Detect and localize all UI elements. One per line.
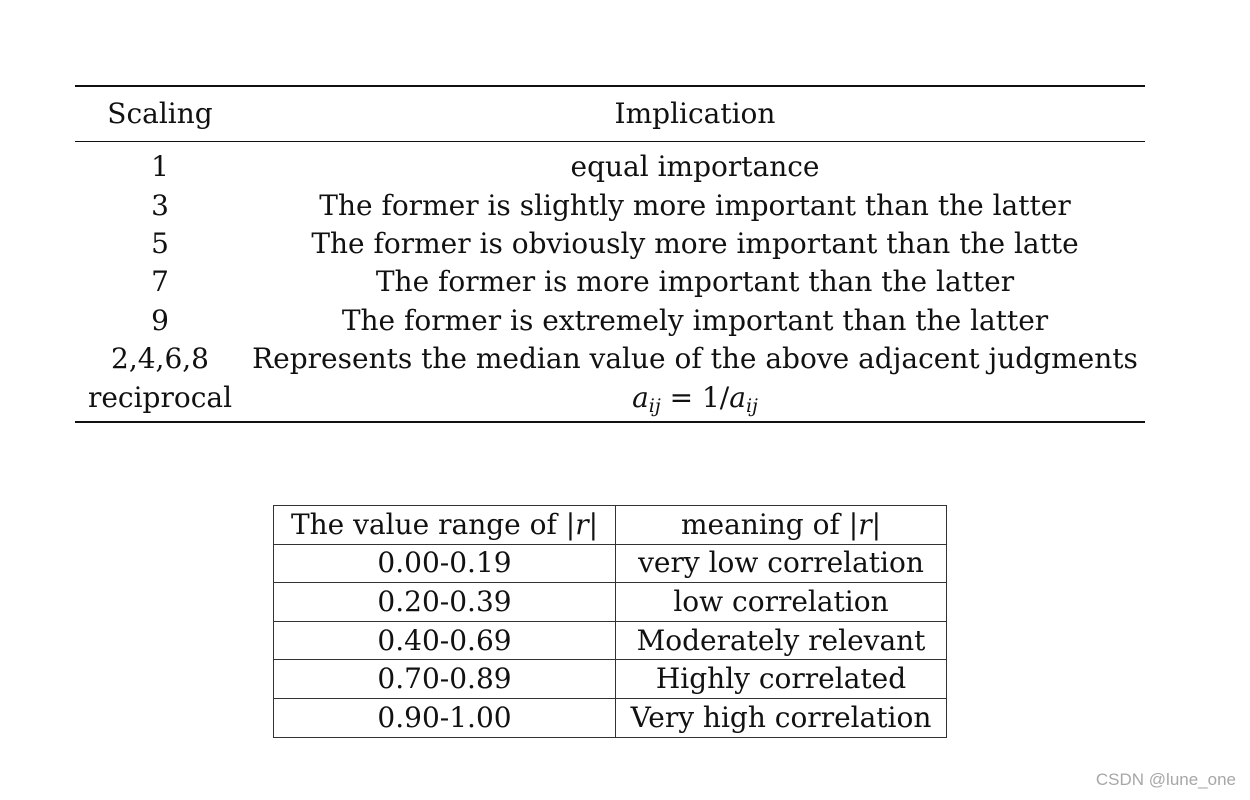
scaling-table	[75, 85, 1145, 423]
scaling-cell: 1	[151, 150, 169, 184]
table-row	[75, 263, 1145, 301]
table-row	[75, 302, 1145, 340]
meaning-cell: Highly correlated	[616, 660, 947, 699]
formula-operator: = 1/	[660, 380, 730, 414]
table-row	[75, 378, 1145, 421]
formula-lhs-sub: ij	[648, 394, 661, 417]
table-row	[274, 583, 947, 622]
scaling-cell: 5	[151, 226, 169, 260]
range-cell: 0.90-1.00	[274, 698, 616, 737]
value-range-header	[274, 506, 616, 545]
scaling-cell: 2,4,6,8	[111, 342, 209, 376]
reciprocal-formula	[245, 378, 1145, 421]
implication-header: Implication	[245, 86, 1145, 142]
formula-math	[632, 380, 758, 417]
table-row	[274, 544, 947, 583]
table-row	[274, 660, 947, 699]
formula-rhs-sub: ij	[745, 394, 758, 417]
value-range-header-var: r	[575, 507, 589, 541]
meaning-header-end: |	[871, 507, 882, 541]
meaning-cell: low correlation	[616, 583, 947, 622]
meaning-cell: Moderately relevant	[616, 621, 947, 660]
scaling-header: Scaling	[75, 86, 245, 142]
table-row	[75, 225, 1145, 263]
correlation-table	[273, 505, 947, 738]
scaling-cell: 9	[151, 303, 169, 337]
implication-cell: The former is more important than the latter	[375, 265, 1015, 299]
scaling-table-header-row	[75, 86, 1145, 142]
implication-cell: The former is slightly more important than the latter	[319, 188, 1071, 222]
range-cell: 0.70-0.89	[274, 660, 616, 699]
meaning-cell: very low correlation	[616, 544, 947, 583]
meaning-cell: Very high correlation	[616, 698, 947, 737]
table-row	[75, 340, 1145, 378]
scaling-cell: reciprocal	[75, 378, 245, 421]
range-cell: 0.20-0.39	[274, 583, 616, 622]
value-range-header-text: The value range of |	[290, 507, 576, 541]
correlation-table-header-row	[274, 506, 947, 545]
formula-rhs-var: a	[729, 380, 746, 414]
implication-cell: equal importance	[570, 150, 820, 184]
range-cell: 0.00-0.19	[274, 544, 616, 583]
implication-cell: The former is obviously more important than the latte	[311, 226, 1079, 260]
scaling-cell: 3	[151, 188, 169, 222]
table-row	[75, 186, 1145, 224]
table-row	[274, 621, 947, 660]
formula-lhs-var: a	[632, 380, 649, 414]
implication-cell: The former is extremely important than the latter	[341, 303, 1049, 337]
meaning-header-var: r	[858, 507, 872, 541]
meaning-header	[616, 506, 947, 545]
meaning-header-text: meaning of |	[680, 507, 859, 541]
csdn-watermark: CSDN @lune_one	[1095, 770, 1236, 789]
table-row	[274, 698, 947, 737]
scaling-cell: 7	[151, 265, 169, 299]
implication-cell: Represents the median value of the above adjacent judgments	[252, 342, 1138, 376]
range-cell: 0.40-0.69	[274, 621, 616, 660]
table-row	[75, 142, 1145, 187]
value-range-header-end: |	[588, 507, 599, 541]
